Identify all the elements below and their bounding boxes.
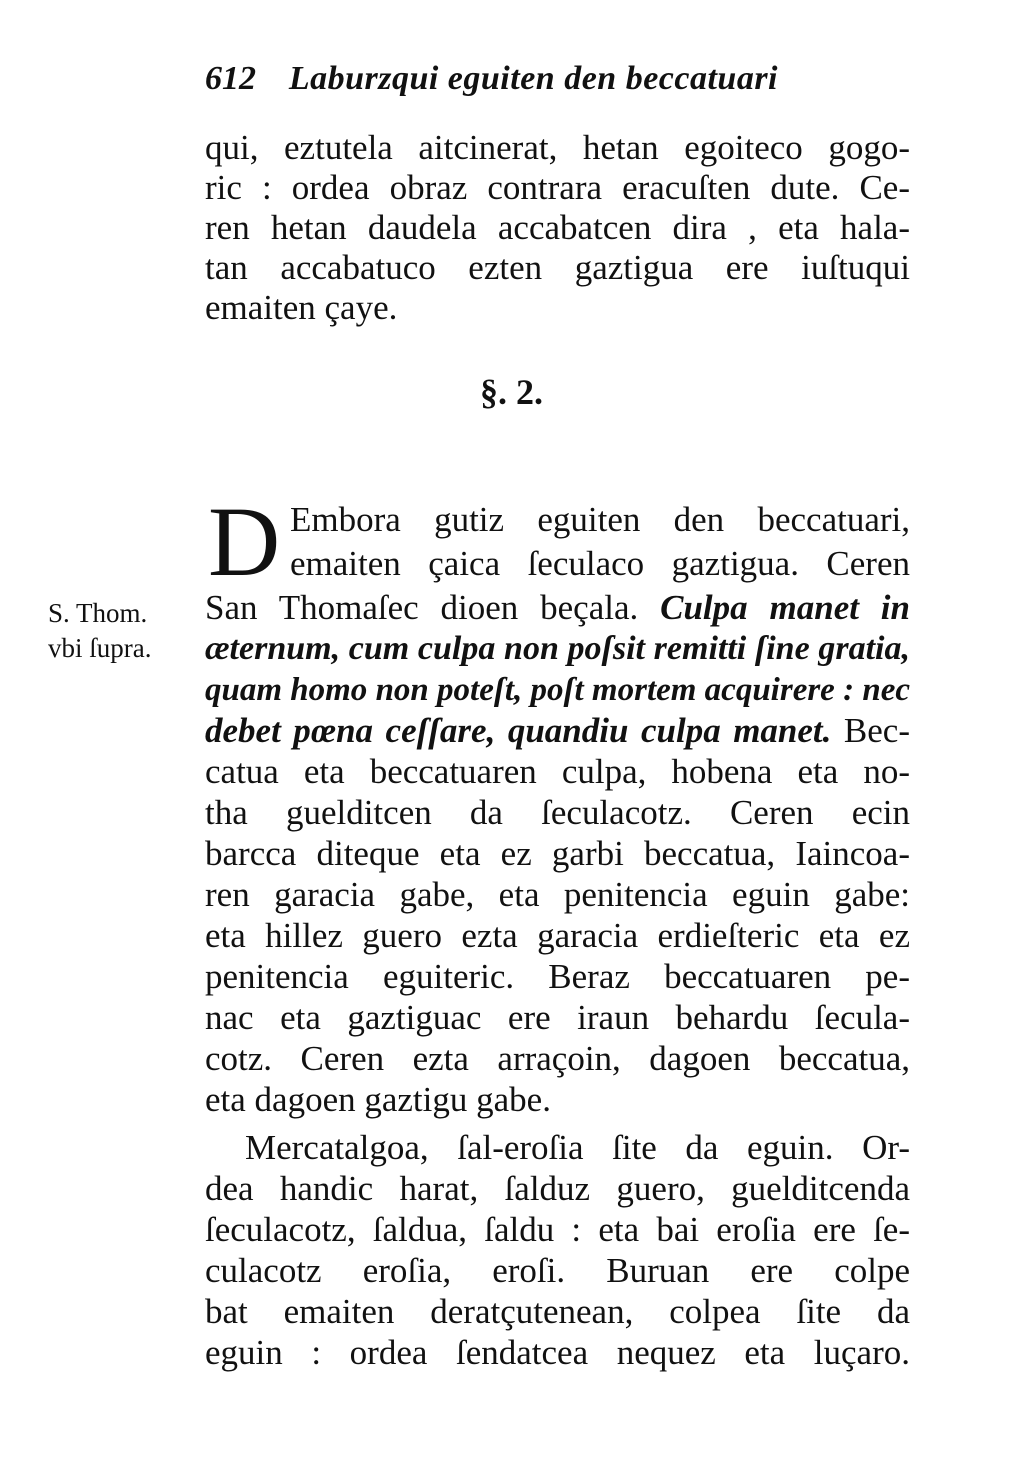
text-line: tha guelditcen da ſeculacotz. Ceren ecin	[205, 793, 910, 832]
latin-quote: quam homo non poteſt, poſt mortem acquirere : nec	[205, 672, 910, 708]
text-line: bat emaiten deratçutenean, colpea ſite da	[205, 1292, 910, 1331]
text-line: eta hillez guero ezta garacia erdieſteric eta ez	[205, 916, 910, 955]
text-line: ren hetan daudela accabatcen dira , eta hala-	[205, 208, 910, 247]
text-line	[205, 670, 910, 710]
text-line: ren garacia gabe, eta penitencia eguin gabe:	[205, 875, 910, 914]
drop-cap: D	[208, 486, 281, 597]
section-mark: §. 2.	[480, 372, 543, 412]
text-line: barcca diteque eta ez garbi beccatua, Iaincoa-	[205, 834, 910, 873]
text-line: eguin : ordea ſendatcea nequez eta luçaro.	[205, 1333, 910, 1372]
latin-quote: debet pœna ceſſare, quandiu culpa manet.	[205, 711, 832, 750]
margin-note: vbi ſupra.	[48, 633, 152, 663]
page-number: 612	[205, 60, 256, 97]
text-line	[205, 588, 910, 628]
running-head	[205, 58, 925, 99]
text-line: nac eta gaztiguac ere iraun behardu ſecula-	[205, 998, 910, 1037]
text-line: catua eta beccatuaren culpa, hobena eta no-	[205, 752, 910, 791]
text-line: Mercatalgoa, ſal-eroſia ſite da eguin. Or-	[245, 1128, 910, 1167]
text-line: emaiten çaica ſeculaco gaztigua. Ceren	[290, 544, 910, 583]
latin-quote: Culpa manet in	[660, 588, 910, 627]
text-line: culacotz eroſia, eroſi. Buruan ere colpe	[205, 1251, 910, 1290]
text-line: ſeculacotz, ſaldua, ſaldu : eta bai eroſia ere ſe-	[205, 1210, 910, 1249]
text-line: dea handic harat, ſalduz guero, guelditcenda	[205, 1169, 910, 1208]
text-line: qui, eztutela aitcinerat, hetan egoiteco gogo-	[205, 128, 910, 167]
latin-quote: æternum, cum culpa non poſsit remitti ſine gratia,	[205, 630, 910, 667]
text-run: Bec-	[831, 711, 910, 750]
text-line	[205, 711, 910, 751]
text-line: ric : ordea obraz contrara eracuſten dute. Ce-	[205, 168, 910, 207]
text-line: Embora gutiz eguiten den beccatuari,	[290, 500, 910, 539]
running-title: Laburzqui eguiten den beccatuari	[288, 60, 779, 97]
text-line	[205, 629, 910, 669]
text-line: emaiten çaye.	[205, 288, 398, 327]
margin-note: S. Thom.	[48, 598, 148, 628]
text-run: San Thomaſec dioen beçala.	[205, 588, 661, 627]
text-line: penitencia eguiteric. Beraz beccatuaren pe-	[205, 957, 910, 996]
text-line: eta dagoen gaztigu gabe.	[205, 1080, 551, 1119]
text-line: tan accabatuco ezten gaztigua ere iuſtuqui	[205, 248, 910, 287]
text-line: cotz. Ceren ezta arraçoin, dagoen beccatua,	[205, 1039, 910, 1078]
